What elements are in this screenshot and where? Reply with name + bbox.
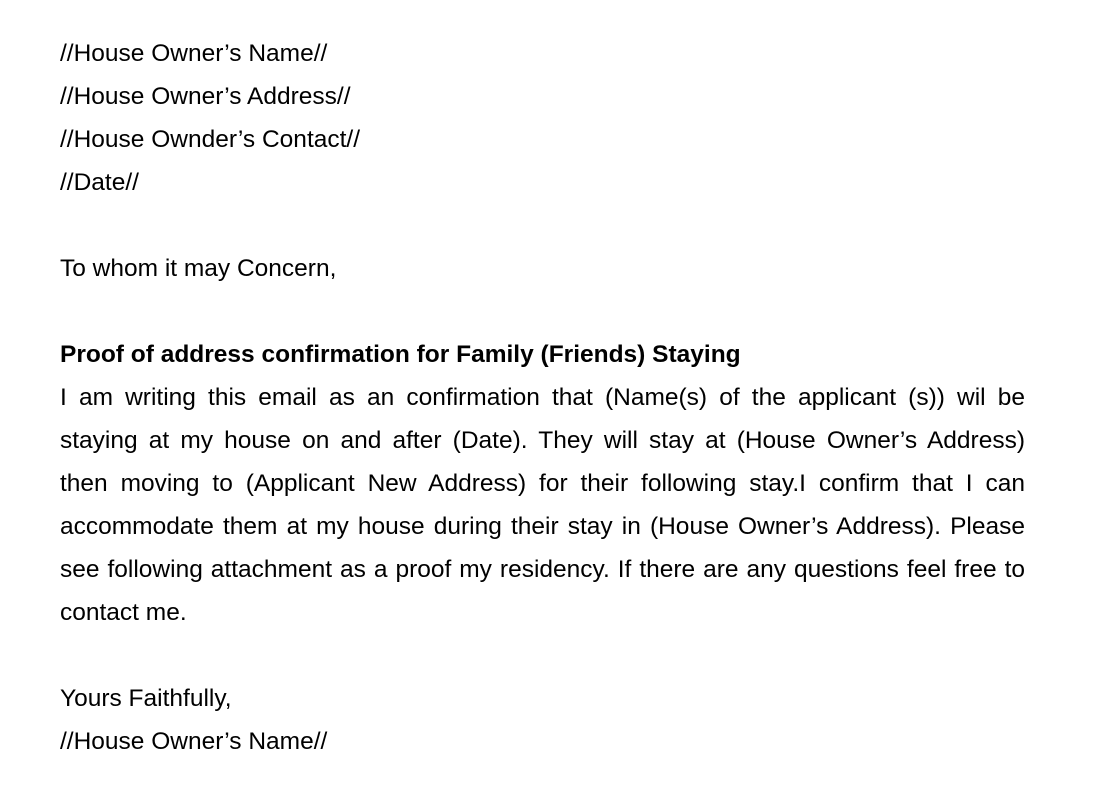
closing: Yours Faithfully,: [60, 685, 232, 712]
body-line: contact me.: [60, 599, 187, 626]
body-line: accommodate them at my house during their stay in (House Owner’s Address). Please: [60, 513, 1025, 540]
letter-body: [60, 32, 1025, 763]
header-line-owner-contact: //House Ownder’s Contact//: [60, 126, 361, 153]
header-line-owner-address: //House Owner’s Address//: [60, 83, 351, 110]
body-line: see following attachment as a proof my residency. If there are any questions feel free to: [60, 556, 1025, 583]
blank-line: [60, 204, 1025, 247]
blank-line: [60, 634, 1025, 677]
body-line: staying at my house on and after (Date). They will stay at (House Owner’s Address): [60, 427, 1025, 454]
signature: //House Owner’s Name//: [60, 728, 328, 755]
body-line: I am writing this email as an confirmation that (Name(s) of the applicant (s)) wil be: [60, 384, 1025, 411]
blank-line: [60, 290, 1025, 333]
subject-heading: Proof of address confirmation for Family (Friends) Staying: [60, 341, 741, 368]
header-line-date: //Date//: [60, 169, 139, 196]
header-line-owner-name: //House Owner’s Name//: [60, 40, 328, 67]
salutation: To whom it may Concern,: [60, 255, 337, 282]
body-line: then moving to (Applicant New Address) for their following stay.I confirm that I can: [60, 470, 1025, 497]
